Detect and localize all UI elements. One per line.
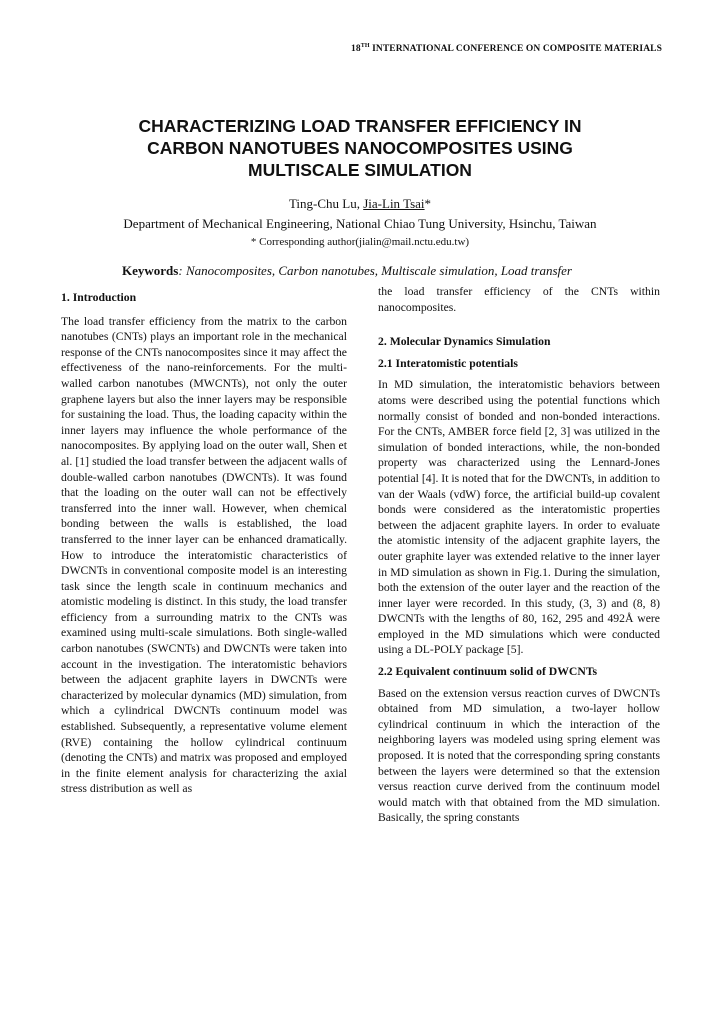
subsection-2-1-heading: 2.1 Interatomistic potentials — [378, 356, 518, 370]
subsection-2-2-paragraph: Based on the extension versus reaction curves of DWCNTs obtained from MD simulation, a two-layer hollow cylindrical continuum in which the interaction of the neighboring layers was modeled using spring element was proposed. It is noted that the corresponding spring constants between the layers were determined so that the extension versus reaction curve derived from the continuum model would match with that obtained from the MD simulation. Basically, the spring constants — [378, 686, 660, 825]
right-column — [378, 284, 660, 826]
affiliation: Department of Mechanical Engineering, National Chiao Tung University, Hsinchu, Taiwan — [123, 216, 597, 231]
header-ordinal: TH — [360, 43, 370, 49]
keywords-label: Keywords — [122, 263, 179, 278]
title-line-1: CHARACTERIZING LOAD TRANSFER EFFICIENCY IN — [138, 116, 582, 136]
intro-paragraph: The load transfer efficiency from the matrix to the carbon nanotubes (CNTs) plays an important role in the mechanical response of the CNTs nanocomposites since it may affect the effectiveness of the nano-reinforcements. For the multi-walled carbon nanotubes (MWCNTs), not only the outer graphene layers but also the inner layers may be responsible for sustaining the load. Thus, the loading capacity within the inner layers may influence the whole performance of the nanocomposites. By applying load on the outer wall, Shen et al. [1] studied the load transfer between the adjacent walls of double-walled carbon nanotubes (DWCNTs). It was found that the loading on the outer wall can not be effectively transferred into the inner wall. However, when chemical bonding between the walls is established, the load transferred to the inner layer can be enhanced dramatically. How to introduce the interatomistic characteristics of DWCNTs in conventional composite model is an interesting task since the length scale in continuum mechanics and atomistic modeling is distinct. In this study, the load transfer efficiency from a surrounding matrix to the CNTs was examined using multi-scale simulations. Both single-walled carbon nanotubes (SWCNTs) and DWCNTs were taken into account in the investigation. The interatomistic behaviors between the adjacent graphite layers in DWCNTs were characterized by molecular dynamics (MD) simulation, from which a cylindrical DWCNTs continuum model was established. Subsequently, a representative volume element (RVE) containing the hollow cylindrical continuum (denoting the CNTs) and matrix was proposed and employed in the finite element analysis for characterizing the axial stress distribution as well as — [61, 314, 347, 796]
keywords-line — [122, 263, 572, 279]
author-list — [0, 196, 720, 212]
paper-title — [60, 115, 660, 181]
subsection-2-1-paragraph: In MD simulation, the interatomistic behaviors between atoms were described using the potential functions which normally consist of bonded and non-bonded interactions. For the CNTs, AMBER force field [2, 3] was utilized in the simulation of bonded interactions, while, the non-bonded property was characterized using the Lennard-Jones potential [4]. It is noted that for the DWCNTs, in addition to van der Waals (vdW) force, the artificial build-up covalent bonds were considered as the interatomistic properties between the adjacent graphite layers. In order to evaluate the atomistic intensity of the adjacent graphite layers, the outer graphite layer was extended relative to the inner layer in MD simulation as shown in Fig.1. During the simulation, both the extension of the outer layer and the reaction of the inner layer were recorded. In this study, (3, 3) and (8, 8) DWCNTs with the lengths of 80, 162, 295 and 492Å were employed in the MD simulations which were conducted using a DL-POLY package [5]. — [378, 378, 660, 657]
author-second: Jia-Lin Tsai — [363, 196, 425, 211]
author-first: Ting-Chu Lu, — [288, 196, 364, 211]
title-line-3: MULTISCALE SIMULATION — [248, 160, 472, 180]
intro-heading: 1. Introduction — [61, 291, 137, 304]
corresponding-mark: * — [424, 196, 432, 211]
subsection-2-2-heading: 2.2 Equivalent continuum solid of DWCNTs — [378, 665, 598, 679]
title-line-2: CARBON NANOTUBES NANOCOMPOSITES USING — [147, 138, 573, 158]
corresponding-author: * Corresponding author(jialin@mail.nctu.edu.tw) — [250, 236, 470, 248]
header-number: 18 — [351, 44, 361, 54]
left-column — [61, 290, 347, 797]
keywords-colon: : — [178, 263, 186, 278]
intro-continuation: the load transfer efficiency of the CNTs within nanocomposites. — [378, 285, 660, 314]
header-text: INTERNATIONAL CONFERENCE ON COMPOSITE MATERIALS — [369, 44, 662, 54]
md-section-heading: 2. Molecular Dynamics Simulation — [378, 335, 551, 349]
keywords-text: Nanocomposites, Carbon nanotubes, Multiscale simulation, Load transfer — [185, 263, 572, 278]
